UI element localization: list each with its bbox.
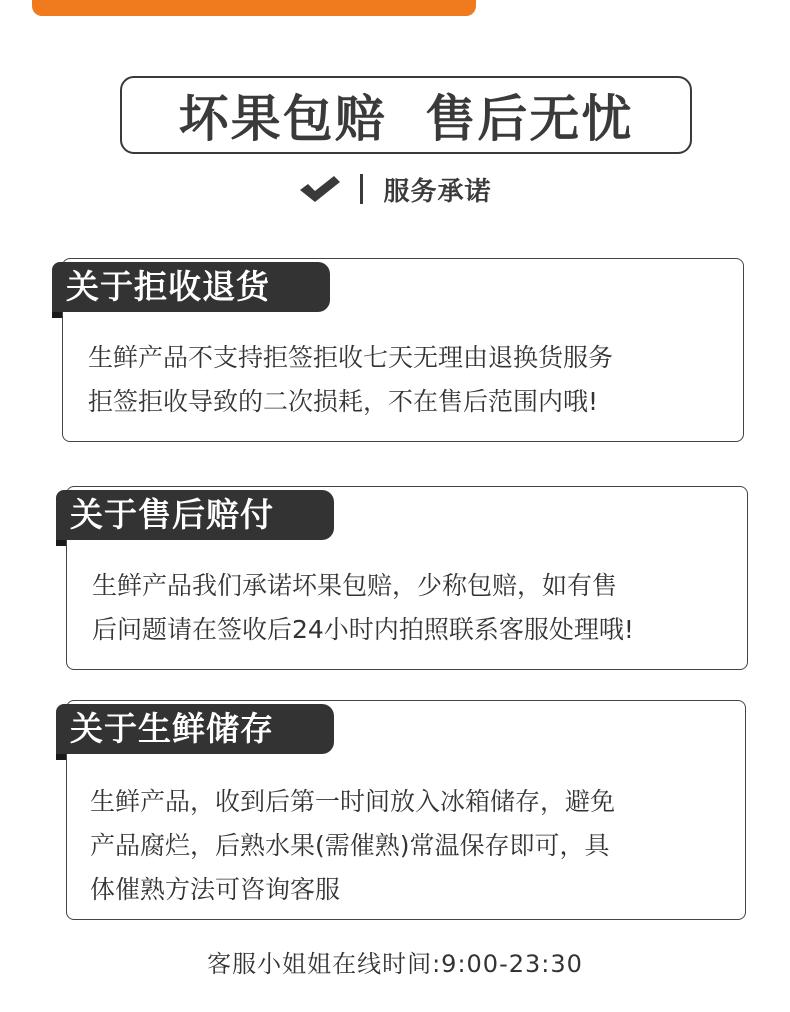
page-title: 坏果包赔 售后无忧 [178, 90, 634, 148]
section-heading-compensation: 关于售后赔付 [56, 490, 334, 540]
check-icon [298, 174, 342, 204]
section-body-rejection: 生鲜产品不支持拒签拒收七天无理由退换货服务 拒签拒收导致的二次损耗，不在售后范围内哦! [88, 343, 614, 416]
title-box [120, 76, 692, 154]
section-body-compensation: 生鲜产品我们承诺坏果包赔，少称包赔，如有售 后问题请在签收后24小时内拍照联系客服处理哦! [92, 571, 634, 644]
section-heading-rejection: 关于拒收退货 [52, 262, 330, 312]
service-hours: 客服小姐姐在线时间:9:00-23:30 [207, 950, 583, 978]
section-heading-storage: 关于生鲜储存 [56, 704, 334, 754]
heading-fold [56, 540, 66, 546]
top-banner [32, 0, 476, 16]
heading-fold [56, 754, 66, 760]
service-promise [0, 168, 790, 210]
promise-label: 服务承诺 [383, 176, 492, 207]
section-body-storage: 生鲜产品，收到后第一时间放入冰箱储存，避免 产品腐烂，后熟水果(需催熟)常温保存即可，具 体催熟方法可咨询客服 [90, 787, 616, 904]
promise-divider [360, 174, 363, 204]
heading-fold [52, 312, 62, 318]
